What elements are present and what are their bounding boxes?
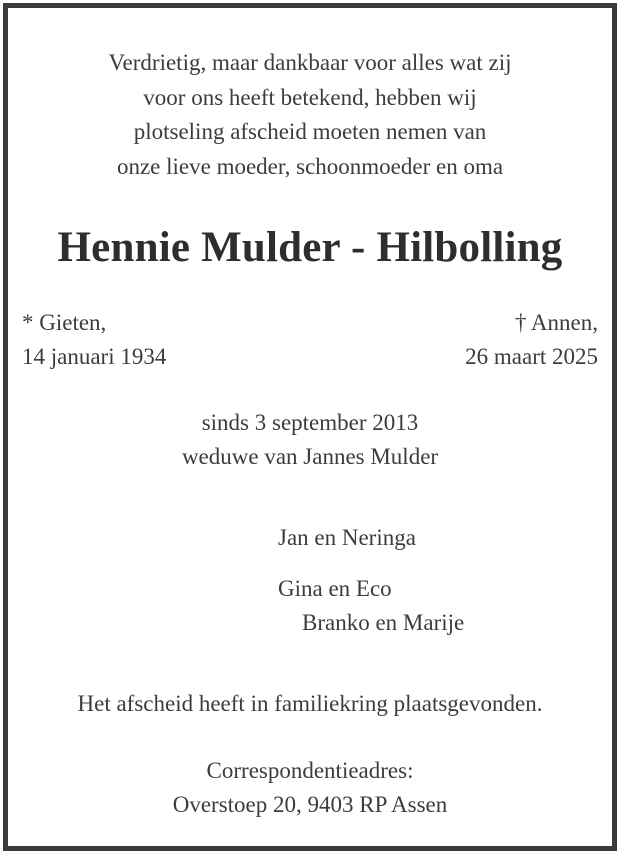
correspondence-street: Overstoep 20, 9403 RP Assen [172, 792, 448, 817]
intro-line-4: onze lieve moeder, schoonmoeder en oma [116, 153, 504, 179]
death-place: † Annen, [514, 310, 598, 335]
intro-line-3: plotseling afscheid moeten nemen van [133, 119, 487, 144]
widowhood-since: sinds 3 september 2013 [201, 410, 419, 435]
announcement-frame [3, 3, 617, 851]
farewell-text: Het afscheid heeft in familiekring plaatsgevonden. [77, 691, 543, 716]
family-children: Jan en Neringa [278, 525, 416, 550]
death-date: 26 maart 2025 [465, 344, 598, 369]
widowhood-spouse: weduwe van Jannes Mulder [181, 444, 439, 469]
birth-date: 14 januari 1934 [22, 344, 167, 369]
intro-line-2: voor ons heeft betekend, hebben wij [143, 84, 477, 110]
family-grandchildren-2: Branko en Marije [302, 610, 465, 635]
widowhood-info [8, 406, 612, 474]
family-grandchildren-1: Gina en Eco [278, 576, 392, 601]
correspondence-label: Correspondentieadres: [206, 758, 414, 783]
birth-info [22, 306, 166, 374]
birth-place: * Gieten, [22, 310, 107, 335]
death-info [465, 306, 598, 374]
intro-line-1: Verdrietig, maar dankbaar voor alles wat zij [108, 50, 512, 75]
deceased-name: Hennie Mulder - Hilbolling [57, 224, 563, 271]
intro-text [8, 46, 612, 184]
correspondence-address [8, 754, 612, 822]
